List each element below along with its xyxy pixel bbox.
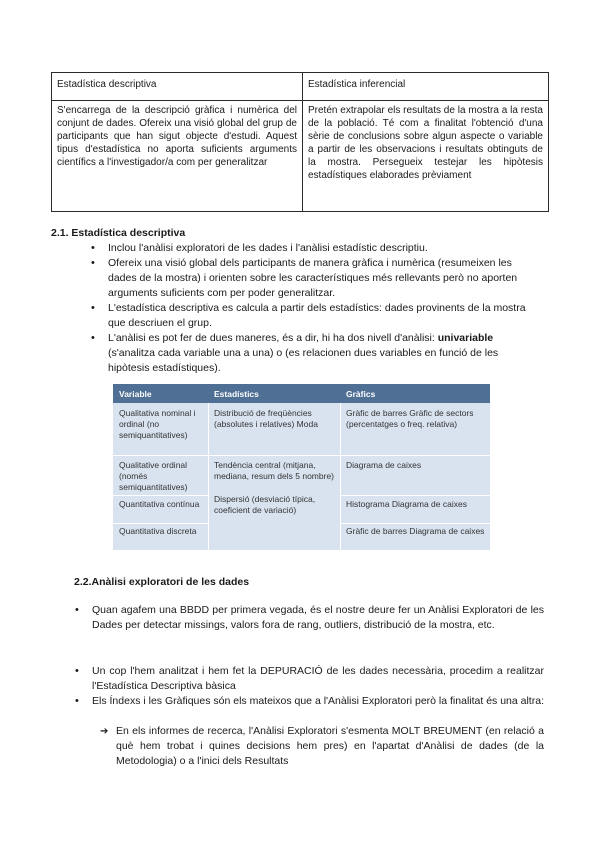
list-item: • Un cop l'hem analitzat i hem fet la DEPURACIÓ de les dades necessària, procedim a realitzar l'Estadística Descriptiva bàsica	[92, 664, 544, 694]
table-cell: Distribució de freqüències (absolutes i relatives) Moda	[214, 408, 318, 429]
comparison-table	[51, 72, 549, 212]
list-item: • Quan agafem una BBDD per primera vegada, és el nostre deure fer un Anàlisi Exploratori de les Dades per detectar missings, valors fora de rang, outliers, distribució de la mostra, etc.	[92, 603, 544, 633]
variables-table	[113, 384, 490, 550]
table-cell: Gràfic de barres Diagrama de caixes	[346, 526, 485, 536]
table-cell: Quantitativa contínua	[119, 499, 200, 509]
exploratori-bullet-list-2	[92, 664, 544, 709]
exploratori-bullet-list	[92, 603, 544, 633]
table-cell: Qualitativa nominal i ordinal (no semiquantitatives)	[119, 408, 196, 440]
list-item: • L'estadística descriptiva es calcula a partir dels estadístics: dades provinents de la mostra que descriuen el grup.	[108, 301, 526, 331]
descriptiva-bullet-list	[108, 241, 526, 376]
table-cell: Quantitativa discreta	[119, 526, 197, 536]
inferencial-text: Pretén extrapolar els resultats de la mostra a la resta de la població. Té com a finalitat l'obtenció d'una sèrie de conclusions sobre algun aspecte o variable a partir de les observacions i resultats obtinguts de la mostra. Persegueix testejar les hipòtesis estadístiques elaborades prèviament	[302, 101, 548, 212]
header-grafics: Gràfics	[346, 389, 376, 399]
list-item-text: L'anàlisi es pot fer de dues maneres, és a dir, hi ha dos nivell d'anàlisi:	[108, 332, 438, 344]
list-item-bold: univariable	[437, 332, 494, 344]
section-title-2-1: 2.1. Estadística descriptiva	[51, 227, 186, 239]
table-cell: Qualitative ordinal (només semiquantitatives)	[119, 460, 188, 492]
list-item: • Inclou l'anàlisi exploratori de les dades i l'anàlisi estadístic descriptiu.	[108, 241, 526, 256]
table-cell: Gràfic de barres Gràfic de sectors (percentatges o freq. relativa)	[346, 408, 474, 429]
table-cell: Tendència central (mitjana, mediana, resum dels 5 nombre)	[214, 460, 335, 481]
section-title-2-2: 2.2.Anàlisi exploratori de les dades	[74, 576, 250, 588]
list-item	[108, 331, 526, 376]
list-item: • Els Índexs i les Gràfiques són els mateixos que a l'Anàlisi Exploratori però la finalitat és una altra:	[92, 694, 544, 709]
variables-table-header	[113, 384, 490, 403]
table-cell: Diagrama de caixes	[346, 460, 422, 470]
header-inferencial: Estadística inferencial	[302, 73, 548, 101]
header-descriptiva: Estadística descriptiva	[52, 73, 303, 101]
header-estadistics: Estadístics	[214, 389, 259, 399]
arrow-subitem: ➔ En els informes de recerca, l'Anàlisi Exploratori s'esmenta MOLT BREUMENT (en relació a què hem trobat i quines decisions hem pres) en l'apartat d'Anàlisi de dades (de la Metodologia) o a l'inici dels Resultats	[116, 724, 544, 769]
list-item-text: (s'analitza cada variable una a una) o (es relacionen dues variables en funció de les hipòtesis estadístiques).	[108, 347, 499, 374]
list-item: • Ofereix una visió global dels participants de manera gràfica i numèrica (resumeixen les dades de la mostra) i orienten sobre les característiques més rellevants però no aporten arguments suficients com per poder generalitzar.	[108, 256, 526, 301]
descriptiva-text: S'encarrega de la descripció gràfica i numèrica del conjunt de dades. Ofereix una visió global del grup de participants que han sigut objecte d'estudi. Aquest tipus d'estadística no aporta suficients arguments científics a l'investigador/a com per generalitzar	[52, 101, 303, 212]
table-cell: Histograma Diagrama de caixes	[346, 499, 467, 509]
table-cell: Dispersió (desviació típica, coeficient de variació)	[214, 494, 316, 515]
header-variable: Variable	[119, 389, 152, 399]
